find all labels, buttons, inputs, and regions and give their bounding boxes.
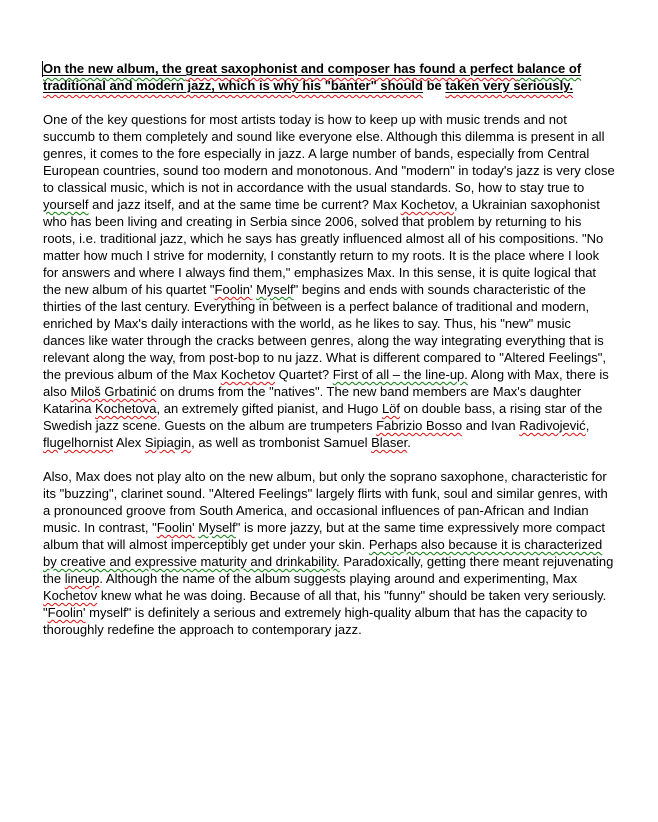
spellcheck-squiggle: Kochetov	[220, 367, 275, 382]
paragraph-1	[43, 111, 616, 451]
spellcheck-squiggle: traditional and modern jazz, which is why his "banter" should	[43, 78, 423, 93]
text-run	[145, 435, 191, 450]
spellcheck-squiggle: Fabrizio Bosso	[376, 418, 463, 433]
text-run: and jazz itself, and at the same time be current? Max	[88, 197, 401, 212]
spellcheck-squiggle: great saxophonist and composer has found a perfect	[185, 61, 517, 76]
spellcheck-squiggle: Kochetova	[95, 401, 157, 416]
text-run: " begins and ends with sounds characteristic of the thirties of the last century. Everything in between is a perfect balance of traditional and modern, enriched by Max's daily interactions with the world, as he likes to say. Thus, his "new" music dances like water through the cracks between genres, along the way integrating everything that is relevant along the way, from post-bop to nu jazz. What is different compared to "Altered Feelings", the previous album of the Max	[43, 282, 606, 382]
text-run: . Although the name of the album suggests playing around and experimenting, Max	[99, 571, 578, 586]
text-run	[43, 197, 89, 212]
text-run: on double bass, a rising star of the Swedish jazz scene. Guests on the album are trumpeters	[43, 401, 603, 433]
document-text-area[interactable]	[43, 60, 616, 655]
text-run	[445, 78, 573, 93]
text-run: Alex	[113, 435, 145, 450]
text-run	[157, 520, 195, 535]
text-run	[65, 571, 100, 586]
text-run: be	[422, 78, 446, 93]
grammar-squiggle: Myself	[198, 520, 236, 535]
text-run	[519, 418, 585, 433]
spellcheck-squiggle: Kochetov	[400, 197, 454, 212]
lead-paragraph	[43, 60, 616, 94]
text-run	[95, 401, 156, 416]
text-run: , an extremely gifted pianist, and Hugo	[156, 401, 382, 416]
text-run: knew what he was doing. Because of all that, his "funny" should be taken very seriously. "	[43, 588, 607, 620]
text-run: ,	[585, 418, 590, 433]
spellcheck-squiggle: Sipiagin	[144, 435, 192, 450]
text-run	[43, 61, 185, 76]
text-run	[376, 418, 462, 433]
grammar-squiggle: balance of	[516, 61, 582, 76]
spellcheck-squiggle: taken very seriously.	[445, 78, 574, 93]
text-run	[215, 282, 253, 297]
text-run: , a Ukrainian saxophonist who has been living and creating in Serbia since 2006, solved that problem by returning to his roots, i.e. traditional jazz, which he says has greatly influenced almost all of his compositions. "No matter how much I strive for modernity, I constantly return to my roots. It is the place where I look for answers and where I always find them," emphasizes Max. In this sense, it is quite logical that the new album of his quartet "	[43, 197, 604, 297]
text-run: One of the key questions for most artists today is how to keep up with music trends and not succumb to them completely and sound like everyone else. Although this dilemma is present in all genres, it comes to the fore especially in jazz. A large number of bands, especially from Central European countries, sound too modern and monotonous. And "modern" in today's jazz is very close to classical music, which is not in accordance with the usual standards. So, how to stay true to	[43, 112, 615, 195]
text-run	[517, 61, 581, 76]
spellcheck-squiggle: Foolin'	[156, 520, 195, 535]
text-run: Quartet?	[274, 367, 333, 382]
text-run: myself" is definitely a serious and extremely high-quality album that has the capacity to thoroughly redefine the approach to contemporary jazz.	[43, 605, 588, 637]
text-run: , as well as trombonist Samuel	[191, 435, 372, 450]
grammar-squiggle: On the new album, the	[43, 61, 186, 76]
grammar-squiggle: yourself	[43, 197, 89, 212]
text-run: Paradoxically, getting there meant rejuvenating the	[43, 554, 614, 586]
spellcheck-squiggle: Kochetov	[43, 588, 98, 603]
spellcheck-squiggle: lineup	[64, 571, 100, 586]
text-run	[185, 61, 517, 76]
text-run	[43, 588, 97, 603]
text-run	[333, 367, 468, 382]
text-run	[48, 605, 86, 620]
grammar-squiggle: Perhaps also because it is characterized by creative and expressive maturity and drinkability.	[43, 537, 603, 569]
text-run	[70, 384, 156, 399]
text-run: Along with Max, there is also	[43, 367, 609, 399]
text-run	[256, 282, 294, 297]
spellcheck-squiggle: Foolin'	[47, 605, 86, 620]
text-run: on drums from the "natives". The new band members are Max's daughter Katarina	[43, 384, 582, 416]
text-run	[401, 197, 454, 212]
text-run	[382, 401, 400, 416]
spellcheck-squiggle: Blaser	[371, 435, 408, 450]
text-run	[43, 435, 113, 450]
text-run	[198, 520, 236, 535]
text-run	[371, 435, 407, 450]
grammar-squiggle: First of all – the line-up.	[332, 367, 468, 382]
spellcheck-squiggle: flugelhornist	[43, 435, 114, 450]
spellcheck-squiggle: Foolin'	[214, 282, 253, 297]
spellcheck-squiggle: Löf	[381, 401, 401, 416]
text-run: .	[407, 435, 411, 450]
paragraph-2	[43, 468, 616, 638]
text-run: Also, Max does not play alto on the new album, but only the soprano saxophone, characteristic for its "buzzing", clarinet sound. "Altered Feelings" largely flirts with funk, soul and similar genres, with a pronounced groove from South America, and occasional influences of pan-African and Indian music. In contrast, "	[43, 469, 608, 535]
spellcheck-squiggle: Miloš Grbatinić	[70, 384, 157, 399]
grammar-squiggle: Myself	[256, 282, 294, 297]
text-run: and Ivan	[462, 418, 520, 433]
text-run: " is more jazzy, but at the same time expressively more compact album that will almost imperceptibly get under your skin.	[43, 520, 606, 552]
spellcheck-squiggle: Radivojević	[519, 418, 586, 433]
text-run	[43, 78, 423, 93]
text-run	[221, 367, 275, 382]
